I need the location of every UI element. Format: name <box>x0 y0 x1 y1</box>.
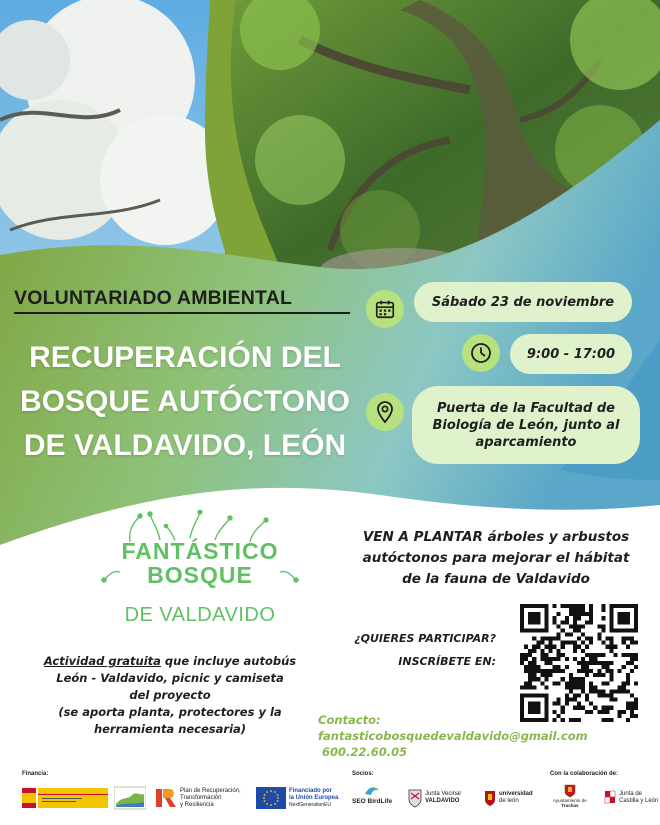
logo-word: BOSQUE <box>147 562 253 588</box>
invitation-text <box>338 527 654 590</box>
clock-icon <box>462 334 500 372</box>
universidad-line: universidad <box>499 791 533 797</box>
event-location-line: aparcamiento <box>475 434 577 450</box>
junta-vecinal-line: VALDAVIDO <box>425 798 460 804</box>
location-pin-icon <box>366 393 404 431</box>
activity-text: que incluye autobús <box>160 654 297 668</box>
event-category: VOLUNTARIADO AMBIENTAL <box>14 287 350 314</box>
footer-financia-label: Financia: <box>22 771 49 777</box>
logo-word: FANTÁSTICO <box>121 538 279 564</box>
seo-bird-icon <box>363 784 381 798</box>
eu-line: NextGenerationEU <box>289 801 331 808</box>
footer-socios-label: Socios: <box>352 771 374 777</box>
invitation-line: VEN A PLANTAR árboles y arbustos <box>362 529 630 545</box>
logo-universidad-leon <box>484 784 533 812</box>
spain-government-logo-icon <box>22 786 108 810</box>
truchas-line: Ayuntamiento de <box>553 798 587 803</box>
plan-line: y Resiliencia <box>180 801 214 808</box>
logo-transicion <box>114 784 146 812</box>
event-title-line: DE VALDAVIDO, LEÓN <box>23 429 347 462</box>
eu-line: la Unión Europea <box>289 794 339 801</box>
event-location-line: Biología de León, junto al <box>432 417 620 433</box>
truchas-line: Truchas <box>561 803 579 808</box>
event-date: Sábado 23 de noviembre <box>414 282 632 322</box>
activity-line: herramienta necesaria) <box>93 722 247 736</box>
seo-label: SEO BirdLife <box>352 798 393 805</box>
eu-line: Financiado por <box>289 787 333 794</box>
contact-info <box>318 712 648 760</box>
activity-line: León - Valdavido, picnic y camiseta <box>56 671 284 685</box>
logo-ayuntamiento-truchas <box>553 784 587 812</box>
logo-junta-vecinal <box>408 784 461 812</box>
plan-recuperacion-r-icon <box>155 786 177 810</box>
junta-vecinal-line: Junta Vecinal <box>425 791 461 797</box>
contact-email[interactable]: fantasticobosquedevaldavido@gmail.com <box>318 729 588 743</box>
shield-crest-icon <box>408 788 422 808</box>
signup-question: ¿QUIERES PARTICIPAR? <box>354 632 496 645</box>
activity-highlight: Actividad gratuita <box>43 654 161 668</box>
fantastico-bosque-logo <box>100 510 300 635</box>
activity-line: del proyecto <box>129 688 211 702</box>
logo-union-europea <box>256 784 338 812</box>
plan-line: Plan de Recuperación, <box>180 787 241 794</box>
signup-prompt <box>338 627 496 673</box>
logo-subtitle: DE VALDAVIDO <box>124 604 276 626</box>
invitation-line: autóctonos para mejorar el hábitat <box>362 550 630 566</box>
logo-seo-birdlife <box>352 784 392 812</box>
jcyl-line: Junta de <box>619 791 643 797</box>
qr-code[interactable] <box>520 604 638 722</box>
logo-plan-recuperacion <box>155 784 241 812</box>
event-title-line: BOSQUE AUTÓCTONO <box>19 385 350 418</box>
logo-junta-castilla-leon <box>604 784 658 812</box>
contact-phone[interactable]: 600.22.60.05 <box>322 745 408 759</box>
town-crest-icon <box>564 784 576 798</box>
contact-label: Contacto: <box>318 713 381 727</box>
landscape-logo-icon <box>114 786 146 810</box>
footer-colaboracion-label: Con la colaboración de: <box>550 771 619 777</box>
invitation-line: de la fauna de Valdavido <box>402 571 590 587</box>
universidad-line: de león <box>499 798 519 804</box>
calendar-icon <box>366 290 404 328</box>
castilla-leon-crest-icon <box>604 789 616 807</box>
event-title-line: RECUPERACIÓN DEL <box>29 341 341 374</box>
event-title <box>10 336 360 468</box>
plan-line: Transformación <box>180 794 222 801</box>
university-crest-icon <box>484 789 496 807</box>
event-location <box>412 386 640 464</box>
logo-gobierno-espana <box>22 784 108 812</box>
activity-description <box>20 653 320 738</box>
eu-flag-icon <box>256 787 286 809</box>
event-time: 9:00 - 17:00 <box>510 334 632 374</box>
event-location-line: Puerta de la Facultad de <box>437 400 615 416</box>
signup-instruction: INSCRÍBETE EN: <box>398 655 496 668</box>
jcyl-line: Castilla y León <box>619 798 659 804</box>
activity-line: (se aporta planta, protectores y la <box>58 705 282 719</box>
